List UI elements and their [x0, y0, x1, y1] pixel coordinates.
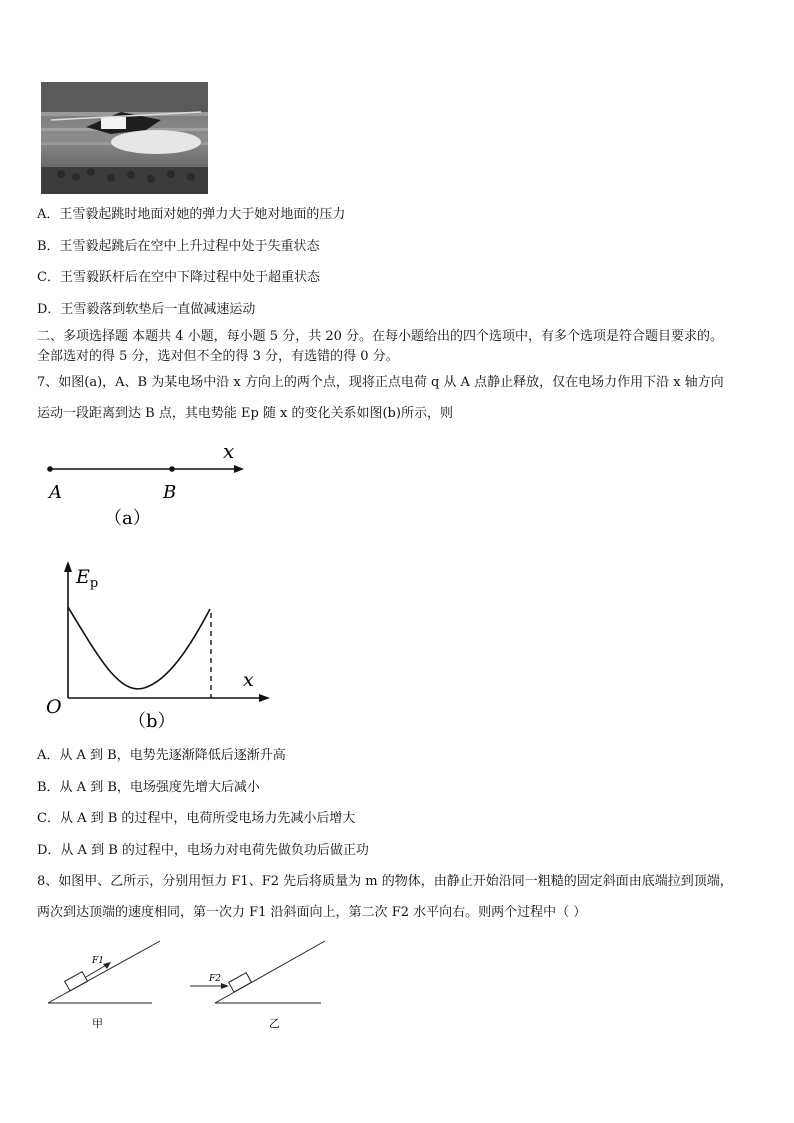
section-heading-line2: 全部选对的得 5 分，选对但不全的得 3 分，有选错的得 0 分。 [37, 349, 399, 364]
q7-option-a: A．从 A 到 B，电势先逐渐降低后逐渐升高 [37, 748, 286, 763]
q7-option-c: C．从 A 到 B 的过程中，电荷所受电场力先减小后增大 [37, 811, 356, 826]
q7-option-d: D．从 A 到 B 的过程中，电场力对电荷先做负功后做正功 [37, 843, 369, 858]
y-axis-label: $E_p$ [76, 566, 99, 591]
high-jump-photo [41, 82, 208, 194]
figure-yi-caption: 乙 [269, 1017, 280, 1030]
q7-option-b: B．从 A 到 B，电场强度先增大后减小 [37, 780, 260, 795]
block-jia [65, 972, 88, 991]
origin-label: O [46, 696, 62, 718]
x-axis-label: x [243, 669, 254, 691]
q6-option-d: D．王雪毅落到软垫后一直做减速运动 [37, 302, 256, 317]
force-f1-label: F1 [92, 956, 104, 966]
force-f2-label: F2 [209, 974, 221, 984]
figure-a [40, 438, 260, 533]
energy-curve [68, 607, 210, 689]
q6-option-a: A．王雪毅起跳时地面对她的弹力大于她对地面的压力 [37, 207, 346, 222]
figure-b [40, 555, 280, 735]
point-a-label: A [49, 482, 62, 503]
q7-stem-line1: 7、如图(a)，A、B 为某电场中沿 x 方向上的两个点，现将正点电荷 q 从 A 点静止释放，仅在电场力作用下沿 x 轴方向 [37, 375, 724, 390]
point-b-dot [169, 466, 175, 472]
q8-stem-line2: 两次到达顶端的速度相同，第一次力 F1 沿斜面向上，第二次 F2 水平向右。则两个过程中（ ） [37, 905, 587, 920]
q6-option-b: B．王雪毅起跳后在空中上升过程中处于失重状态 [37, 239, 320, 254]
axis-x-label: x [223, 439, 235, 463]
figure-a-caption: （a） [104, 508, 151, 529]
q8-stem-line1: 8、如图甲、乙所示，分别用恒力 F1、F2 先后将质量为 m 的物体，由静止开始沿同一粗糙的固定斜面由底端拉到顶端， [37, 874, 733, 889]
figure-jia [40, 935, 170, 1035]
figure-yi [185, 935, 330, 1035]
section-heading-line1: 二、多项选择题 本题共 4 小题，每小题 5 分，共 20 分。在每小题给出的四个选项中，有多个选项是符合题目要求的。 [37, 329, 724, 344]
q6-option-c: C．王雪毅跃杆后在空中下降过程中处于超重状态 [37, 270, 320, 285]
figure-jia-caption: 甲 [92, 1017, 103, 1030]
figure-b-caption: （b） [128, 711, 176, 732]
point-a-dot [47, 466, 53, 472]
q7-stem-line2: 运动一段距离到达 B 点，其电势能 Ep 随 x 的变化关系如图(b)所示，则 [37, 406, 453, 421]
block-yi [229, 973, 252, 992]
point-b-label: B [163, 482, 177, 503]
